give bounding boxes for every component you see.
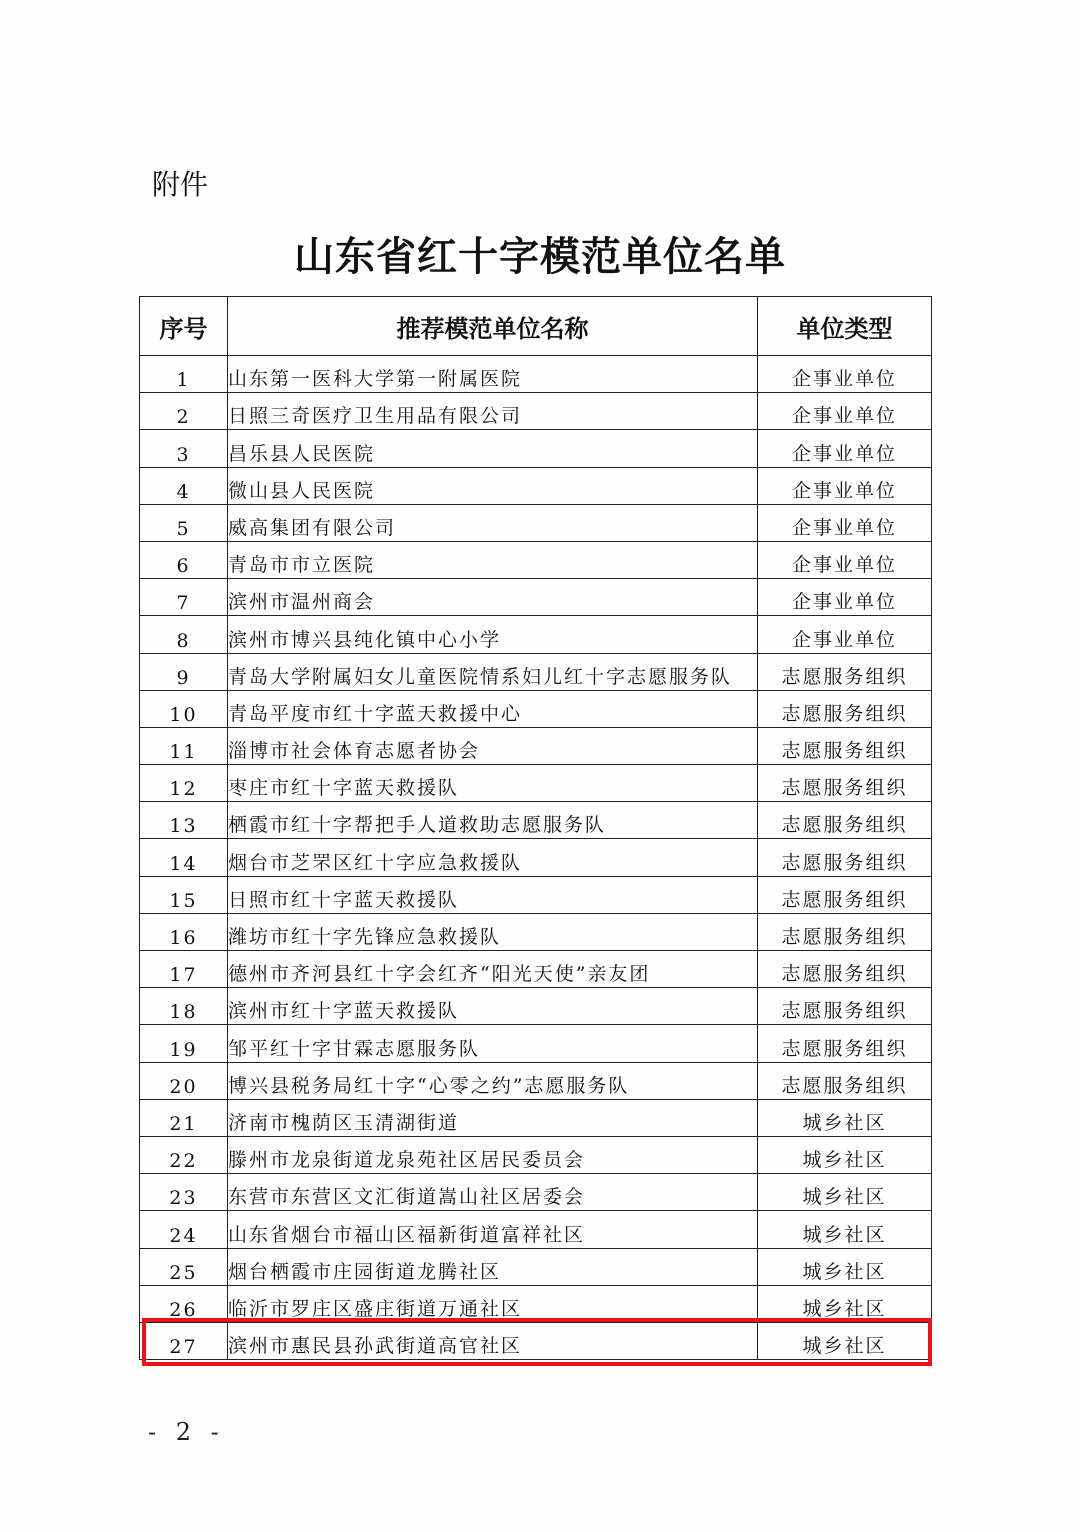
unit-type: 志愿服务组织 bbox=[758, 690, 932, 727]
table-row bbox=[140, 988, 932, 1025]
unit-type: 志愿服务组织 bbox=[758, 839, 932, 876]
table-row bbox=[140, 430, 932, 467]
unit-type: 企事业单位 bbox=[758, 616, 932, 653]
table-row bbox=[140, 1248, 932, 1285]
unit-type: 志愿服务组织 bbox=[758, 951, 932, 988]
row-number: 7 bbox=[140, 579, 228, 616]
unit-name: 山东第一医科大学第一附属医院 bbox=[228, 356, 758, 393]
unit-type: 企事业单位 bbox=[758, 541, 932, 578]
row-number: 19 bbox=[140, 1025, 228, 1062]
unit-name: 青岛平度市红十字蓝天救援中心 bbox=[228, 690, 758, 727]
unit-type: 企事业单位 bbox=[758, 430, 932, 467]
row-number: 5 bbox=[140, 504, 228, 541]
row-number: 2 bbox=[140, 393, 228, 430]
table-row bbox=[140, 1136, 932, 1173]
row-number: 20 bbox=[140, 1062, 228, 1099]
unit-name: 青岛市市立医院 bbox=[228, 541, 758, 578]
row-number: 10 bbox=[140, 690, 228, 727]
table-row bbox=[140, 802, 932, 839]
unit-name: 微山县人民医院 bbox=[228, 467, 758, 504]
unit-type: 城乡社区 bbox=[758, 1099, 932, 1136]
row-number: 3 bbox=[140, 430, 228, 467]
document-title: 山东省红十字模范单位名单 bbox=[294, 234, 786, 280]
table-row bbox=[140, 690, 932, 727]
table-row bbox=[140, 1211, 932, 1248]
unit-name: 烟台市芝罘区红十字应急救援队 bbox=[228, 839, 758, 876]
row-number: 15 bbox=[140, 876, 228, 913]
row-number: 4 bbox=[140, 467, 228, 504]
unit-type: 志愿服务组织 bbox=[758, 802, 932, 839]
table-row bbox=[140, 467, 932, 504]
table-row bbox=[140, 1174, 932, 1211]
unit-name: 淄博市社会体育志愿者协会 bbox=[228, 727, 758, 764]
table-row bbox=[140, 727, 932, 764]
table-row bbox=[140, 913, 932, 950]
row-27-highlight-box bbox=[142, 1318, 932, 1366]
table-row bbox=[140, 876, 932, 913]
unit-type: 企事业单位 bbox=[758, 393, 932, 430]
unit-name: 滕州市龙泉街道龙泉苑社区居民委员会 bbox=[228, 1136, 758, 1173]
unit-name: 日照三奇医疗卫生用品有限公司 bbox=[228, 393, 758, 430]
row-number: 11 bbox=[140, 727, 228, 764]
row-number: 16 bbox=[140, 913, 228, 950]
row-number: 9 bbox=[140, 653, 228, 690]
row-number: 17 bbox=[140, 951, 228, 988]
table-row bbox=[140, 1099, 932, 1136]
unit-name: 邹平红十字甘霖志愿服务队 bbox=[228, 1025, 758, 1062]
unit-name: 昌乐县人民医院 bbox=[228, 430, 758, 467]
unit-name: 山东省烟台市福山区福新街道富祥社区 bbox=[228, 1211, 758, 1248]
table-row bbox=[140, 839, 932, 876]
unit-name: 滨州市温州商会 bbox=[228, 579, 758, 616]
unit-type: 企事业单位 bbox=[758, 579, 932, 616]
page-number: - 2 - bbox=[148, 1418, 225, 1446]
header-unit-type: 单位类型 bbox=[758, 297, 932, 356]
table-row bbox=[140, 356, 932, 393]
row-number: 23 bbox=[140, 1174, 228, 1211]
unit-type: 城乡社区 bbox=[758, 1174, 932, 1211]
table-row bbox=[140, 653, 932, 690]
attachment-label: 附件 bbox=[152, 168, 209, 201]
table-body bbox=[140, 356, 932, 1360]
unit-name: 滨州市红十字蓝天救援队 bbox=[228, 988, 758, 1025]
unit-type: 志愿服务组织 bbox=[758, 653, 932, 690]
row-number: 18 bbox=[140, 988, 228, 1025]
unit-name: 德州市齐河县红十字会红齐“阳光天使”亲友团 bbox=[228, 951, 758, 988]
table-row bbox=[140, 393, 932, 430]
row-number: 13 bbox=[140, 802, 228, 839]
table-row bbox=[140, 1062, 932, 1099]
row-number: 6 bbox=[140, 541, 228, 578]
model-units-table bbox=[139, 296, 932, 1360]
row-number: 25 bbox=[140, 1248, 228, 1285]
row-number: 14 bbox=[140, 839, 228, 876]
unit-name: 滨州市博兴县纯化镇中心小学 bbox=[228, 616, 758, 653]
table-row bbox=[140, 504, 932, 541]
unit-type: 企事业单位 bbox=[758, 356, 932, 393]
unit-name: 潍坊市红十字先锋应急救援队 bbox=[228, 913, 758, 950]
table-row bbox=[140, 541, 932, 578]
row-number: 27 bbox=[140, 1322, 228, 1359]
table-row bbox=[140, 579, 932, 616]
unit-type: 志愿服务组织 bbox=[758, 876, 932, 913]
unit-type: 企事业单位 bbox=[758, 504, 932, 541]
table-row bbox=[140, 616, 932, 653]
unit-type: 城乡社区 bbox=[758, 1211, 932, 1248]
table-row bbox=[140, 1025, 932, 1062]
row-number: 1 bbox=[140, 356, 228, 393]
unit-type: 志愿服务组织 bbox=[758, 727, 932, 764]
unit-name: 枣庄市红十字蓝天救援队 bbox=[228, 765, 758, 802]
unit-type: 城乡社区 bbox=[758, 1248, 932, 1285]
row-number: 26 bbox=[140, 1285, 228, 1322]
unit-name: 东营市东营区文汇街道嵩山社区居委会 bbox=[228, 1174, 758, 1211]
unit-name: 济南市槐荫区玉清湖街道 bbox=[228, 1099, 758, 1136]
table-row bbox=[140, 951, 932, 988]
unit-name: 烟台栖霞市庄园街道龙腾社区 bbox=[228, 1248, 758, 1285]
unit-name: 威高集团有限公司 bbox=[228, 504, 758, 541]
unit-name: 博兴县税务局红十字“心零之约”志愿服务队 bbox=[228, 1062, 758, 1099]
row-number: 24 bbox=[140, 1211, 228, 1248]
unit-type: 志愿服务组织 bbox=[758, 1025, 932, 1062]
row-number: 21 bbox=[140, 1099, 228, 1136]
unit-name: 日照市红十字蓝天救援队 bbox=[228, 876, 758, 913]
unit-name: 滨州市惠民县孙武街道高官社区 bbox=[228, 1322, 758, 1359]
unit-type: 志愿服务组织 bbox=[758, 765, 932, 802]
row-number: 22 bbox=[140, 1136, 228, 1173]
unit-name: 栖霞市红十字帮把手人道救助志愿服务队 bbox=[228, 802, 758, 839]
header-unit-name: 推荐模范单位名称 bbox=[228, 297, 758, 356]
unit-type: 志愿服务组织 bbox=[758, 988, 932, 1025]
row-number: 12 bbox=[140, 765, 228, 802]
unit-name: 临沂市罗庄区盛庄街道万通社区 bbox=[228, 1285, 758, 1322]
table-header-row bbox=[140, 297, 932, 356]
unit-type: 城乡社区 bbox=[758, 1322, 932, 1359]
row-number: 8 bbox=[140, 616, 228, 653]
table-row bbox=[140, 1285, 932, 1322]
unit-type: 企事业单位 bbox=[758, 467, 932, 504]
unit-type: 志愿服务组织 bbox=[758, 913, 932, 950]
table-row bbox=[140, 765, 932, 802]
unit-type: 志愿服务组织 bbox=[758, 1062, 932, 1099]
unit-name: 青岛大学附属妇女儿童医院情系妇儿红十字志愿服务队 bbox=[228, 653, 758, 690]
header-serial-number: 序号 bbox=[140, 297, 228, 356]
unit-type: 城乡社区 bbox=[758, 1136, 932, 1173]
unit-type: 城乡社区 bbox=[758, 1285, 932, 1322]
